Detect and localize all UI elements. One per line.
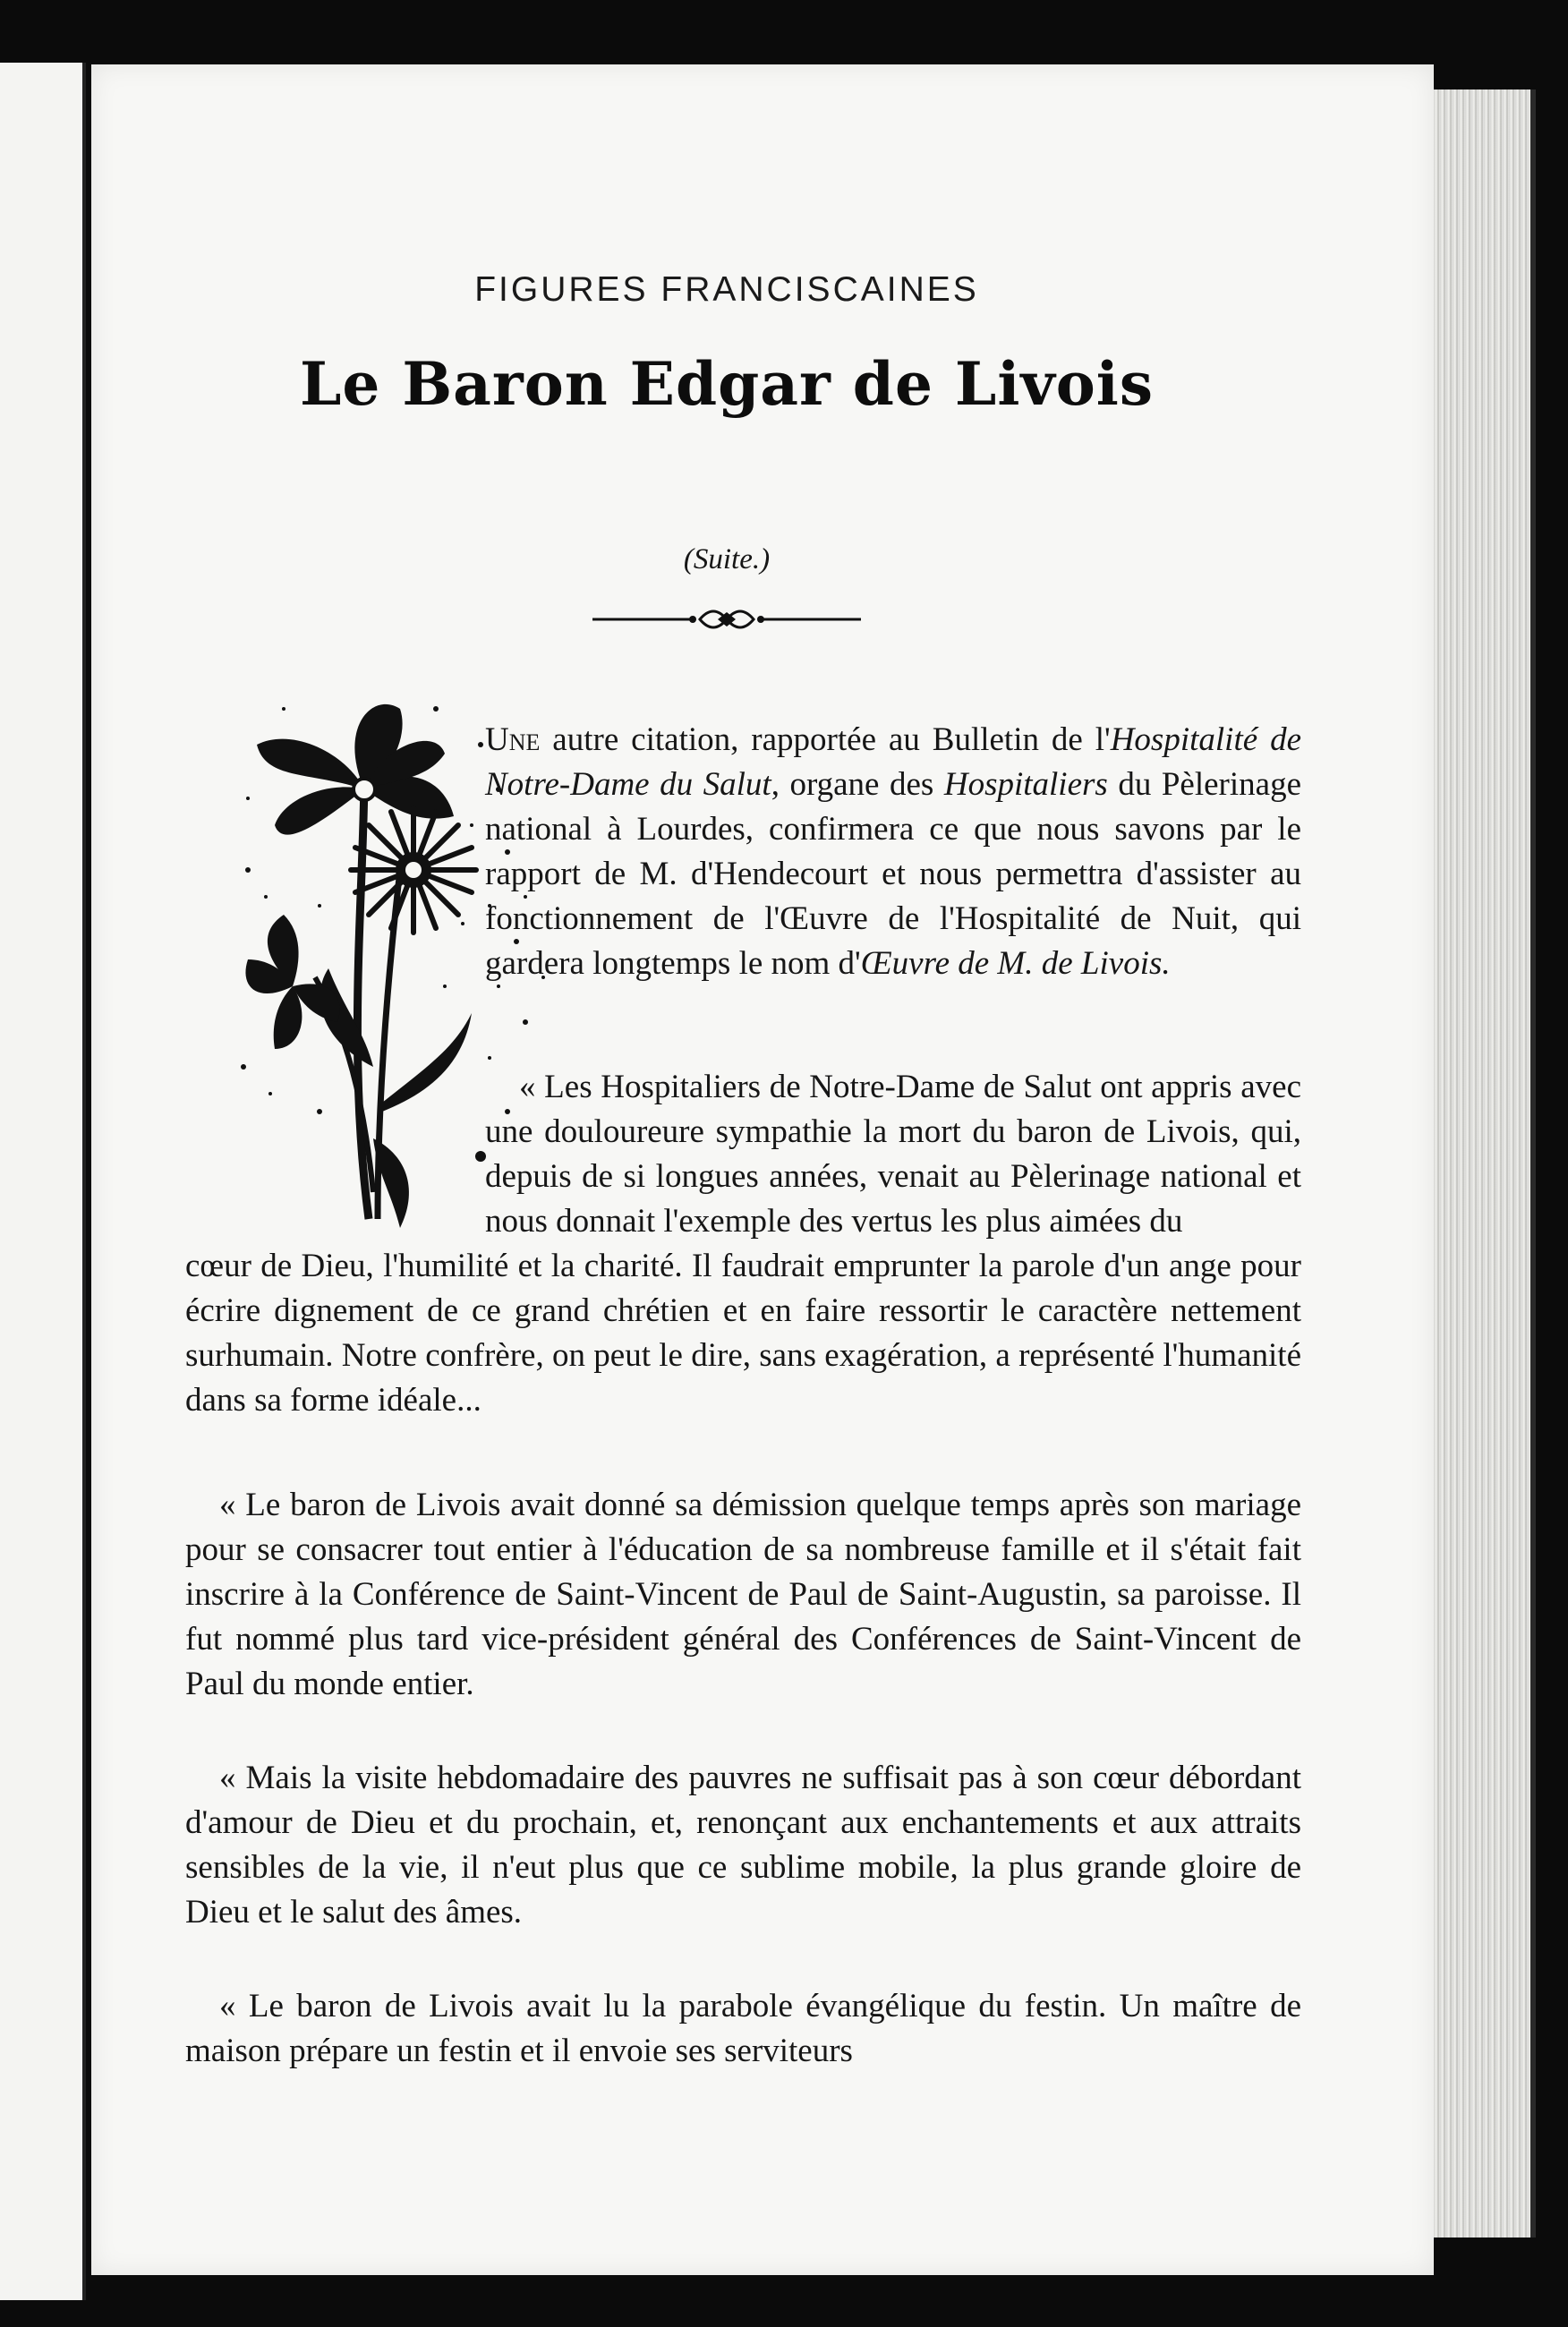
paragraph-quote-4: « Le baron de Livois avait lu la parabole évangélique du festin. Un maître de maison prépare un festin et il envoie ses serviteurs [185, 1988, 1301, 2069]
drop-word: Une [485, 721, 541, 758]
paragraph-quote-1b: cœur de Dieu, l'humilité et la charité. Il faudrait emprunter la parole d'un ange pour écrire dignement de ce grand chrétien et en faire ressortir le caractère nettement surhumain. Notre confrère, on peut le dire, sans exagération, a représenté l'humanité dans sa forme idéale... [185, 1248, 1301, 1419]
paragraph-quote-3: « Mais la visite hebdomadaire des pauvres ne suffisait pas à son cœur débordant d'amour de Dieu et du prochain, et, renonçant aux enchantements et aux attraits sensibles de la vie, il n'eut plus que ce sublime mobile, la plus grande gloire de Dieu et le salut des âmes. [185, 1760, 1301, 1931]
series-heading: FIGURES FRANCISCAINES [474, 270, 979, 309]
paragraph-quote-1a: « Les Hospitaliers de Notre-Dame de Salut ont appris avec une douloureure sympathie la mort du baron de Livois, qui, depuis de si longues années, venait au Pèlerinage national et nous donnait l'exemple des vertus les plus aimées du [485, 1069, 1301, 1240]
article-subtitle: (Suite.) [683, 543, 771, 575]
ornament-icon [592, 601, 861, 637]
book-page [91, 64, 1434, 2275]
text-run-italic: Œuvre de M. de Livois. [860, 945, 1171, 982]
facing-page-edge [0, 63, 86, 2300]
text-run: , organe des [771, 766, 944, 803]
paragraph-intro [485, 718, 1301, 986]
paragraph-quote-2: « Le baron de Livois avait donné sa démission quelque temps après son mariage pour se consacrer tout entier à l'éducation de sa nombreuse famille et il s'était fait inscrire à la Conférence de Saint-Vincent de Paul de Saint-Augustin, sa paroisse. Il fut nommé plus tard vice-président général des Conférences de Saint-Vincent de Paul du monde entier. [185, 1487, 1301, 1702]
text-run-italic: Hospitalité de Notre-Dame du Salut [485, 721, 1301, 803]
text-run: autre citation, rapportée au Bulletin de l' [540, 721, 1111, 758]
text-run: du Pèlerinage national à Lourdes, confirmera ce que nous savons par le rapport de M. d'Hendecourt et nous permettra d'assister au fonctionnement de l'Œuvre de l'Hospitalité de Nuit, qui gardera longtemps le nom d' [485, 766, 1302, 982]
article-title: Le Baron Edgar de Livois [300, 349, 1154, 419]
text-run-italic: Hospitaliers [943, 766, 1108, 803]
